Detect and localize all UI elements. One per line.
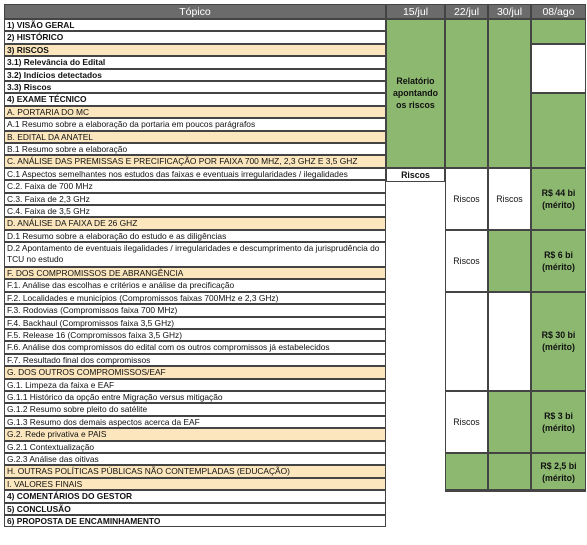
- topic-row: 4) COMENTÁRIOS DO GESTOR: [4, 490, 386, 502]
- topic-row: 3.2) Indícios detectados: [4, 69, 386, 81]
- schedule-cell: [531, 19, 586, 44]
- topic-row: G. DOS OUTROS COMPROMISSOS/EAF: [4, 366, 386, 378]
- schedule-cell: [488, 490, 531, 492]
- schedule-cell: [488, 453, 531, 490]
- schedule-cell: [445, 168, 488, 230]
- topic-row: A.1 Resumo sobre a elaboração da portaria em poucos parágrafos: [4, 118, 386, 130]
- schedule-cell: [445, 19, 488, 168]
- topic-row: I. VALORES FINAIS: [4, 478, 386, 490]
- schedule-cell-text: R$ 6 bi (mérito): [542, 249, 575, 272]
- topic-row: 6) PROPOSTA DE ENCAMINHAMENTO: [4, 515, 386, 527]
- schedule-cell: [531, 168, 586, 230]
- topic-row: H. OUTRAS POLÍTICAS PÚBLICAS NÃO CONTEMPLADAS (EDUCAÇÃO): [4, 465, 386, 477]
- topic-row: 3.3) Riscos: [4, 81, 386, 93]
- topic-row: D.1 Resumo sobre a elaboração do estudo e as diligências: [4, 230, 386, 242]
- schedule-cell-text: Riscos: [401, 169, 430, 180]
- schedule-cell: [531, 292, 586, 391]
- topic-row: F.4. Backhaul (Compromissos faixa 3,5 GHz): [4, 317, 386, 329]
- schedule-cell-text: Riscos: [453, 193, 480, 204]
- schedule-cell: [488, 391, 531, 453]
- topic-row: C.2. Faixa de 700 MHz: [4, 180, 386, 192]
- topic-row: 3.1) Relevância do Edital: [4, 56, 386, 68]
- topic-row: G.2.1 Contextualização: [4, 441, 386, 453]
- schedule-cell-text: R$ 30 bi (mérito): [541, 330, 576, 353]
- topic-row: F.1. Análise das escolhas e critérios e análise da precificação: [4, 279, 386, 291]
- schedule-cell-text: R$ 44 bi (mérito): [541, 187, 576, 210]
- schedule-cell: [445, 453, 488, 490]
- schedule-cell: [531, 391, 586, 453]
- schedule-cell: [531, 230, 586, 292]
- schedule-cell: [445, 391, 488, 453]
- topic-row: F.6. Análise dos compromissos do edital com os outros compromissos já estabelecidos: [4, 341, 386, 353]
- topic-row: G.1.2 Resumo sobre pleito do satélite: [4, 403, 386, 415]
- schedule-cell-text: Relatório apontando os riscos: [393, 76, 438, 111]
- topic-row: 4) EXAME TÉCNICO: [4, 93, 386, 105]
- topic-row: G.2.3 Análise das oitivas: [4, 453, 386, 465]
- topic-row: F.7. Resultado final dos compromissos: [4, 354, 386, 366]
- topic-row: G.1. Limpeza da faixa e EAF: [4, 379, 386, 391]
- topic-row: C.1 Aspectos semelhantes nos estudos das faixas e eventuais irregularidades / ilegalidades: [4, 168, 386, 180]
- topic-row: G.1.3 Resumo dos demais aspectos acerca da EAF: [4, 416, 386, 428]
- schedule-cell: [386, 168, 445, 182]
- topic-row: C. ANÁLISE DAS PREMISSAS E PRECIFICAÇÃO POR FAIXA 700 MHZ, 2,3 GHZ E 3,5 GHZ: [4, 155, 386, 167]
- schedule-cell: [531, 44, 586, 94]
- column-header-date: 15/jul: [386, 4, 445, 19]
- column-header-date: 08/ago: [531, 4, 586, 19]
- column-header-topic: Tópico: [4, 4, 386, 19]
- topic-row: F.5. Release 16 (Compromissos faixa 3,5 GHz): [4, 329, 386, 341]
- schedule-cell-text: Riscos: [453, 255, 480, 266]
- schedule-cell-text: R$ 2,5 bi (mérito): [540, 460, 577, 483]
- topic-row: 5) CONCLUSÃO: [4, 503, 386, 515]
- topic-row: F.3. Rodovias (Compromissos faixa 700 MHz): [4, 304, 386, 316]
- topic-row: 3) RISCOS: [4, 44, 386, 56]
- topic-row: F. DOS COMPROMISSOS DE ABRANGÊNCIA: [4, 267, 386, 279]
- topic-row: B.1 Resumo sobre a elaboração: [4, 143, 386, 155]
- topic-row: G.2. Rede privativa e PAIS: [4, 428, 386, 440]
- topic-row: 1) VISÃO GERAL: [4, 19, 386, 31]
- schedule-cell: [488, 230, 531, 292]
- schedule-cell: [531, 490, 586, 492]
- topic-row: D. ANÁLISE DA FAIXA DE 26 GHZ: [4, 217, 386, 229]
- schedule-cell: [488, 168, 531, 230]
- topic-row: D.2 Apontamento de eventuais ilegalidades / irregularidades e descumprimento da jurisprudência do TCU no estudo: [4, 242, 386, 267]
- schedule-cell: [445, 490, 488, 492]
- column-header-date: 30/jul: [488, 4, 531, 19]
- topic-row: C.3. Faixa de 2,3 GHz: [4, 193, 386, 205]
- schedule-cell-text: R$ 3 bi (mérito): [542, 411, 575, 433]
- schedule-cell: [386, 19, 445, 168]
- topic-row: 2) HISTÓRICO: [4, 31, 386, 43]
- topic-row: F.2. Localidades e municípios (Compromissos faixas 700MHz e 2,3 GHz): [4, 292, 386, 304]
- schedule-cell: [488, 19, 531, 168]
- schedule-cell: [445, 230, 488, 292]
- column-header-date: 22/jul: [445, 4, 488, 19]
- topic-row: C.4. Faixa de 3,5 GHz: [4, 205, 386, 217]
- topic-row: A. PORTARIA DO MC: [4, 106, 386, 118]
- schedule-cell: [488, 292, 531, 391]
- schedule-cell-text: Riscos: [453, 417, 480, 427]
- schedule-cell-text: Riscos: [496, 193, 523, 204]
- schedule-cell: [531, 93, 586, 167]
- topic-row: G.1.1 Histórico da opção entre Migração versus mitigação: [4, 391, 386, 403]
- topic-row: B. EDITAL DA ANATEL: [4, 131, 386, 143]
- schedule-cell: [445, 292, 488, 391]
- schedule-cell: [531, 453, 586, 490]
